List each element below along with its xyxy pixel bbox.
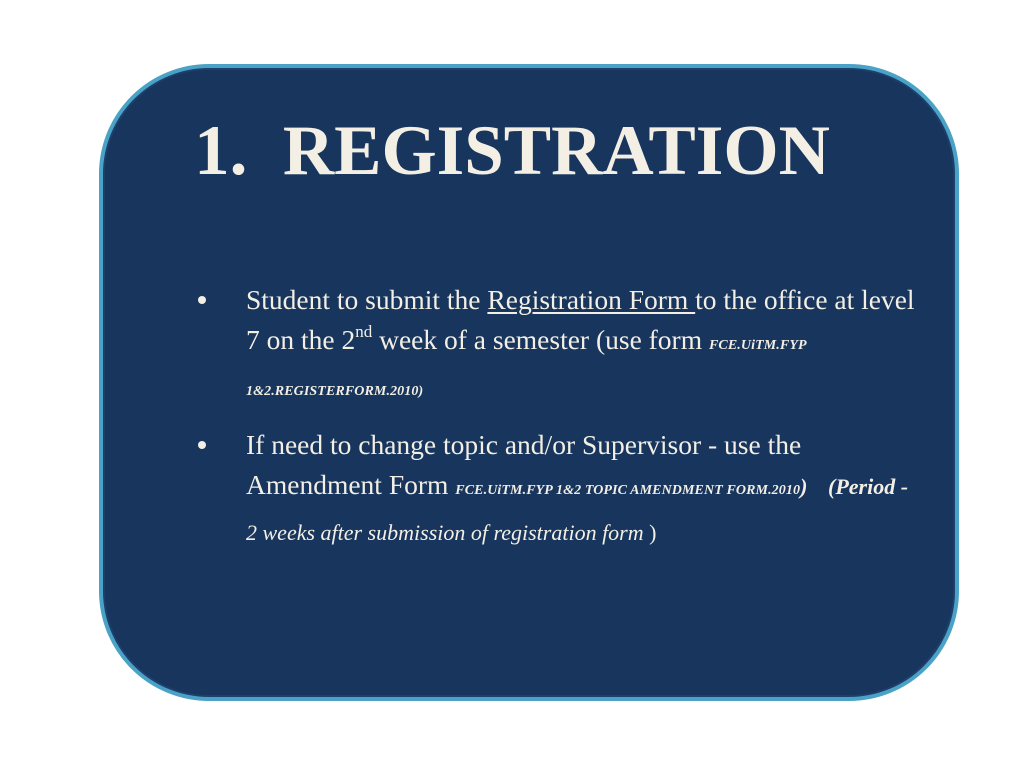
bullet-dot-icon xyxy=(198,441,206,449)
bullet1-text-b: to the office at level 7 on the 2 xyxy=(246,284,915,355)
bullet-dot-icon xyxy=(198,296,206,304)
bullet1-superscript: nd xyxy=(355,321,373,341)
bullet2-text-a: If need to change topic and/or Supervisor - use the Amendment Form xyxy=(246,429,802,500)
bullet1-close-paren: ) xyxy=(418,384,424,399)
amendment-form-code: FCE.UiTM.FYP 1&2 TOPIC AMENDMENT FORM.2010 xyxy=(455,483,801,498)
bullet-list xyxy=(194,280,924,566)
bullet1-text-c: week of a semester (use form xyxy=(372,324,709,355)
period-text: 2 weeks after submission of registration form xyxy=(246,520,650,545)
slide-title: 1. REGISTRATION xyxy=(194,112,830,190)
bullet1-text-a: Student to submit the xyxy=(246,284,488,315)
bullet2-close-paren: ) xyxy=(800,474,808,499)
period-label: (Period - xyxy=(828,474,909,499)
registration-form-link[interactable]: Registration Form xyxy=(487,284,696,315)
period-close-paren: ) xyxy=(649,520,657,545)
bullet-amendment-form xyxy=(194,425,924,553)
bullet-registration-form xyxy=(194,280,924,412)
register-form-code: FCE.UiTM.FYP 1&2.REGISTERFORM.2010 xyxy=(246,338,807,399)
